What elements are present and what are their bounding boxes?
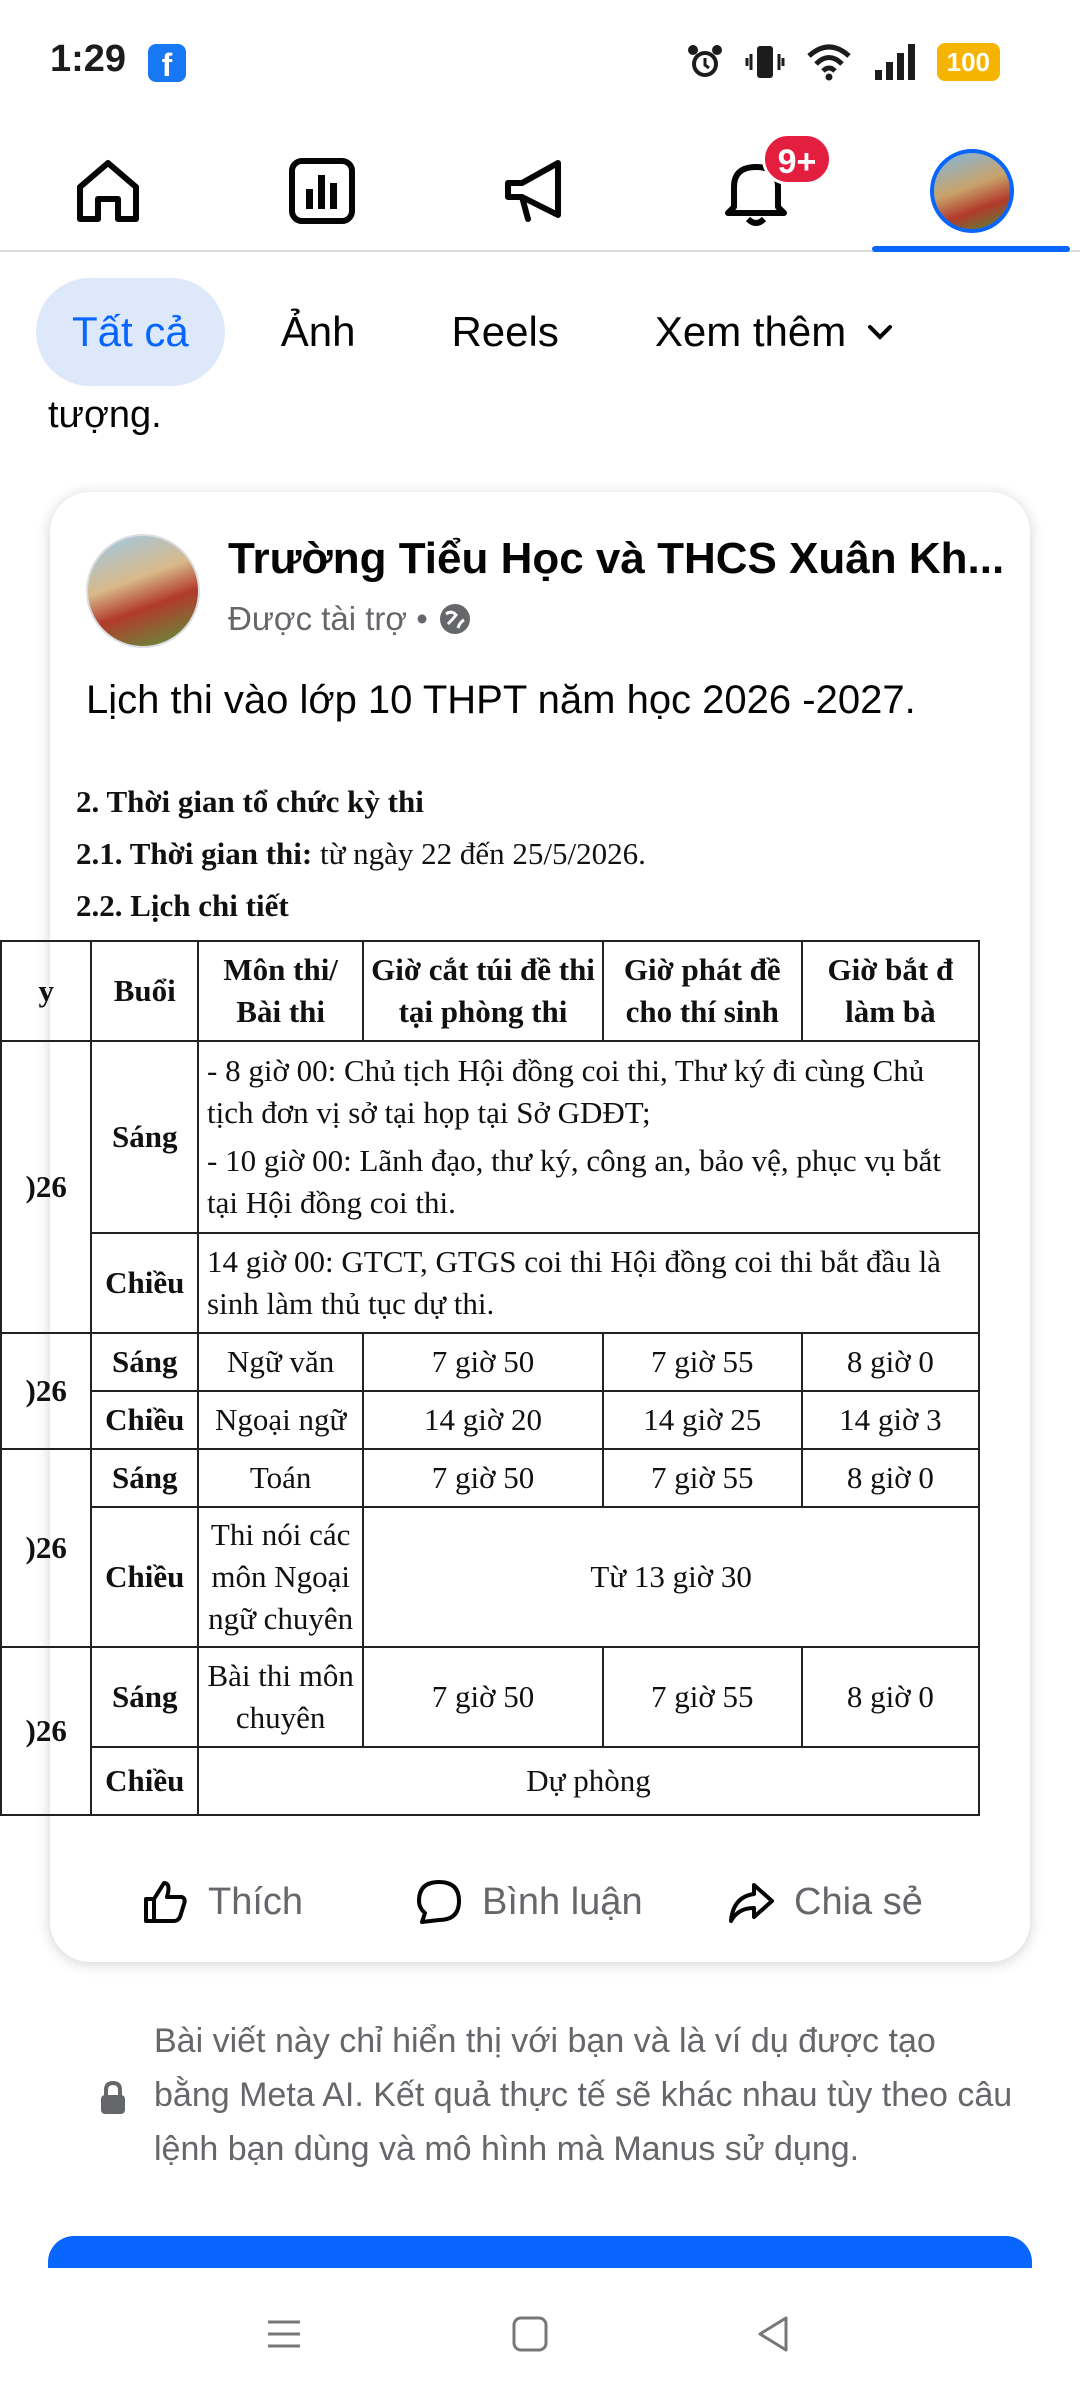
- chevron-down-icon: [862, 314, 898, 350]
- table-cell: Toán: [198, 1449, 363, 1507]
- table-cell: 8 giờ 0: [802, 1449, 979, 1507]
- table-cell: Dự phòng: [198, 1747, 979, 1815]
- table-cell: 7 giờ 50: [363, 1647, 602, 1747]
- sponsored-label: Được tài trợ •: [228, 600, 428, 637]
- active-tab-indicator: [872, 246, 1070, 252]
- chip-photos[interactable]: Ảnh: [280, 308, 356, 355]
- post-text: Lịch thi vào lớp 10 THPT năm học 2026 -2027.: [86, 678, 916, 722]
- profile-avatar: [930, 149, 1014, 233]
- feeds-icon: [284, 153, 360, 229]
- share-label: Chia sẻ: [794, 1880, 923, 1923]
- table-cell: Ngữ văn: [198, 1333, 363, 1391]
- post-image-document[interactable]: [25, 762, 1030, 1799]
- share-icon: [726, 1877, 776, 1927]
- comment-icon: [414, 1877, 464, 1927]
- table-cell: 14 giờ 3: [802, 1391, 979, 1449]
- table-cell: Bài thi môn chuyên: [198, 1647, 363, 1747]
- megaphone-icon: [500, 153, 576, 229]
- chip-reels[interactable]: Reels: [451, 308, 559, 355]
- session-cell: Chiều: [91, 1233, 198, 1333]
- doc-time-line: 2.1. Thời gian thi: từ ngày 22 đến 25/5/2026.: [76, 836, 646, 871]
- sponsored-post-card: [25, 492, 1030, 1962]
- nav-profile[interactable]: [902, 130, 1042, 252]
- session-cell: Sáng: [91, 1041, 198, 1233]
- page-name[interactable]: Trường Tiểu Học và THCS Xuân Kh...: [228, 534, 1005, 583]
- header-cut-time: Giờ cắt túi đề thi tại phòng thi: [363, 941, 602, 1041]
- lock-icon: [98, 2080, 128, 2116]
- meta-ai-disclaimer: Bài viết này chỉ hiển thị với bạn và là ví dụ được tạo bằng Meta AI. Kết quả thực tế sẽ khác nhau tùy theo câu lệnh bạn dùng và mô hình mà Manus sử dụng.: [154, 2022, 1013, 2168]
- day-cell: )26: [1, 1647, 91, 1815]
- facebook-app-icon: f: [148, 44, 186, 82]
- status-time: 1:29: [50, 38, 127, 80]
- d1-morning-notes: - 8 giờ 00: Chủ tịch Hội đồng coi thi, Thư ký đi cùng Chủ tịch đơn vị sở tại họp tại Sở GDĐT; - 10 giờ 00: Lãnh đạo, thư ký, công an, bảo vệ, phục vụ bắt tại Hội đồng coi thi.: [198, 1041, 979, 1233]
- session-cell: Sáng: [91, 1333, 198, 1391]
- chip-see-more-label: Xem thêm: [654, 308, 847, 355]
- session-cell: Chiều: [91, 1507, 198, 1647]
- table-cell: 7 giờ 55: [603, 1333, 802, 1391]
- table-cell: 8 giờ 0: [802, 1333, 979, 1391]
- table-cell: 7 giờ 55: [603, 1647, 802, 1747]
- comment-label: Bình luận: [482, 1880, 643, 1923]
- thumbs-up-icon: [140, 1877, 190, 1927]
- filter-chips: [36, 278, 934, 386]
- nav-home[interactable]: [38, 130, 178, 252]
- post-meta: [228, 600, 472, 638]
- chip-all[interactable]: Tất cả: [36, 278, 225, 386]
- header-start: Giờ bắt đ làm bà: [802, 941, 979, 1041]
- table-cell: 14 giờ 25: [603, 1391, 802, 1449]
- page-avatar[interactable]: [86, 534, 200, 648]
- exam-schedule-table: [0, 940, 980, 1816]
- session-cell: Sáng: [91, 1647, 198, 1747]
- home-icon: [70, 153, 146, 229]
- table-cell: 7 giờ 50: [363, 1449, 602, 1507]
- day-cell: )26: [1, 1041, 91, 1333]
- status-bar: [0, 0, 1080, 120]
- session-cell: Chiều: [91, 1747, 198, 1815]
- vibrate-icon: [745, 42, 785, 82]
- home-button-icon[interactable]: [508, 2312, 552, 2356]
- previous-post-text: tượng.: [48, 394, 162, 436]
- session-cell: Chiều: [91, 1391, 198, 1449]
- session-cell: Sáng: [91, 1449, 198, 1507]
- table-cell: 7 giờ 50: [363, 1333, 602, 1391]
- signal-icon: [873, 42, 917, 82]
- d1-afternoon-notes: 14 giờ 00: GTCT, GTGS coi thi Hội đồng coi thi bắt đầu là sinh làm thủ tục dự thi.: [198, 1233, 979, 1333]
- table-cell: Ngoại ngữ: [198, 1391, 363, 1449]
- doc-heading: 2. Thời gian tổ chức kỳ thi: [76, 784, 424, 819]
- share-button[interactable]: [726, 1877, 923, 1927]
- table-cell: 7 giờ 55: [603, 1449, 802, 1507]
- table-cell: Thi nói các môn Ngoại ngữ chuyên: [198, 1507, 363, 1647]
- alarm-icon: [685, 42, 725, 82]
- table-cell: Từ 13 giờ 30: [363, 1507, 979, 1647]
- back-icon[interactable]: [752, 2312, 796, 2356]
- chip-see-more[interactable]: [619, 278, 934, 386]
- header-day: y: [1, 941, 91, 1041]
- system-navigation-bar: [0, 2268, 1080, 2400]
- recent-apps-icon[interactable]: [262, 2312, 306, 2356]
- comment-button[interactable]: [414, 1877, 643, 1927]
- status-indicators: [685, 38, 1000, 86]
- like-button[interactable]: [140, 1877, 303, 1927]
- notification-badge: 9+: [762, 133, 832, 185]
- top-nav-bar: [0, 130, 1080, 252]
- header-subject: Môn thi/ Bài thi: [198, 941, 363, 1041]
- header-hand-out: Giờ phát đề cho thí sinh: [603, 941, 802, 1041]
- like-label: Thích: [208, 1880, 304, 1923]
- globe-icon: [438, 602, 472, 636]
- nav-ads[interactable]: [468, 130, 608, 252]
- post-actions: [50, 1852, 1030, 1952]
- day-cell: )26: [1, 1449, 91, 1647]
- day-cell: )26: [1, 1333, 91, 1449]
- battery-indicator: 100: [937, 43, 1000, 81]
- nav-feeds[interactable]: [252, 130, 392, 252]
- wifi-icon: [805, 42, 853, 82]
- table-cell: 8 giờ 0: [802, 1647, 979, 1747]
- table-cell: 14 giờ 20: [363, 1391, 602, 1449]
- header-session: Buổi: [91, 941, 198, 1041]
- doc-detail-heading: 2.2. Lịch chi tiết: [76, 888, 289, 923]
